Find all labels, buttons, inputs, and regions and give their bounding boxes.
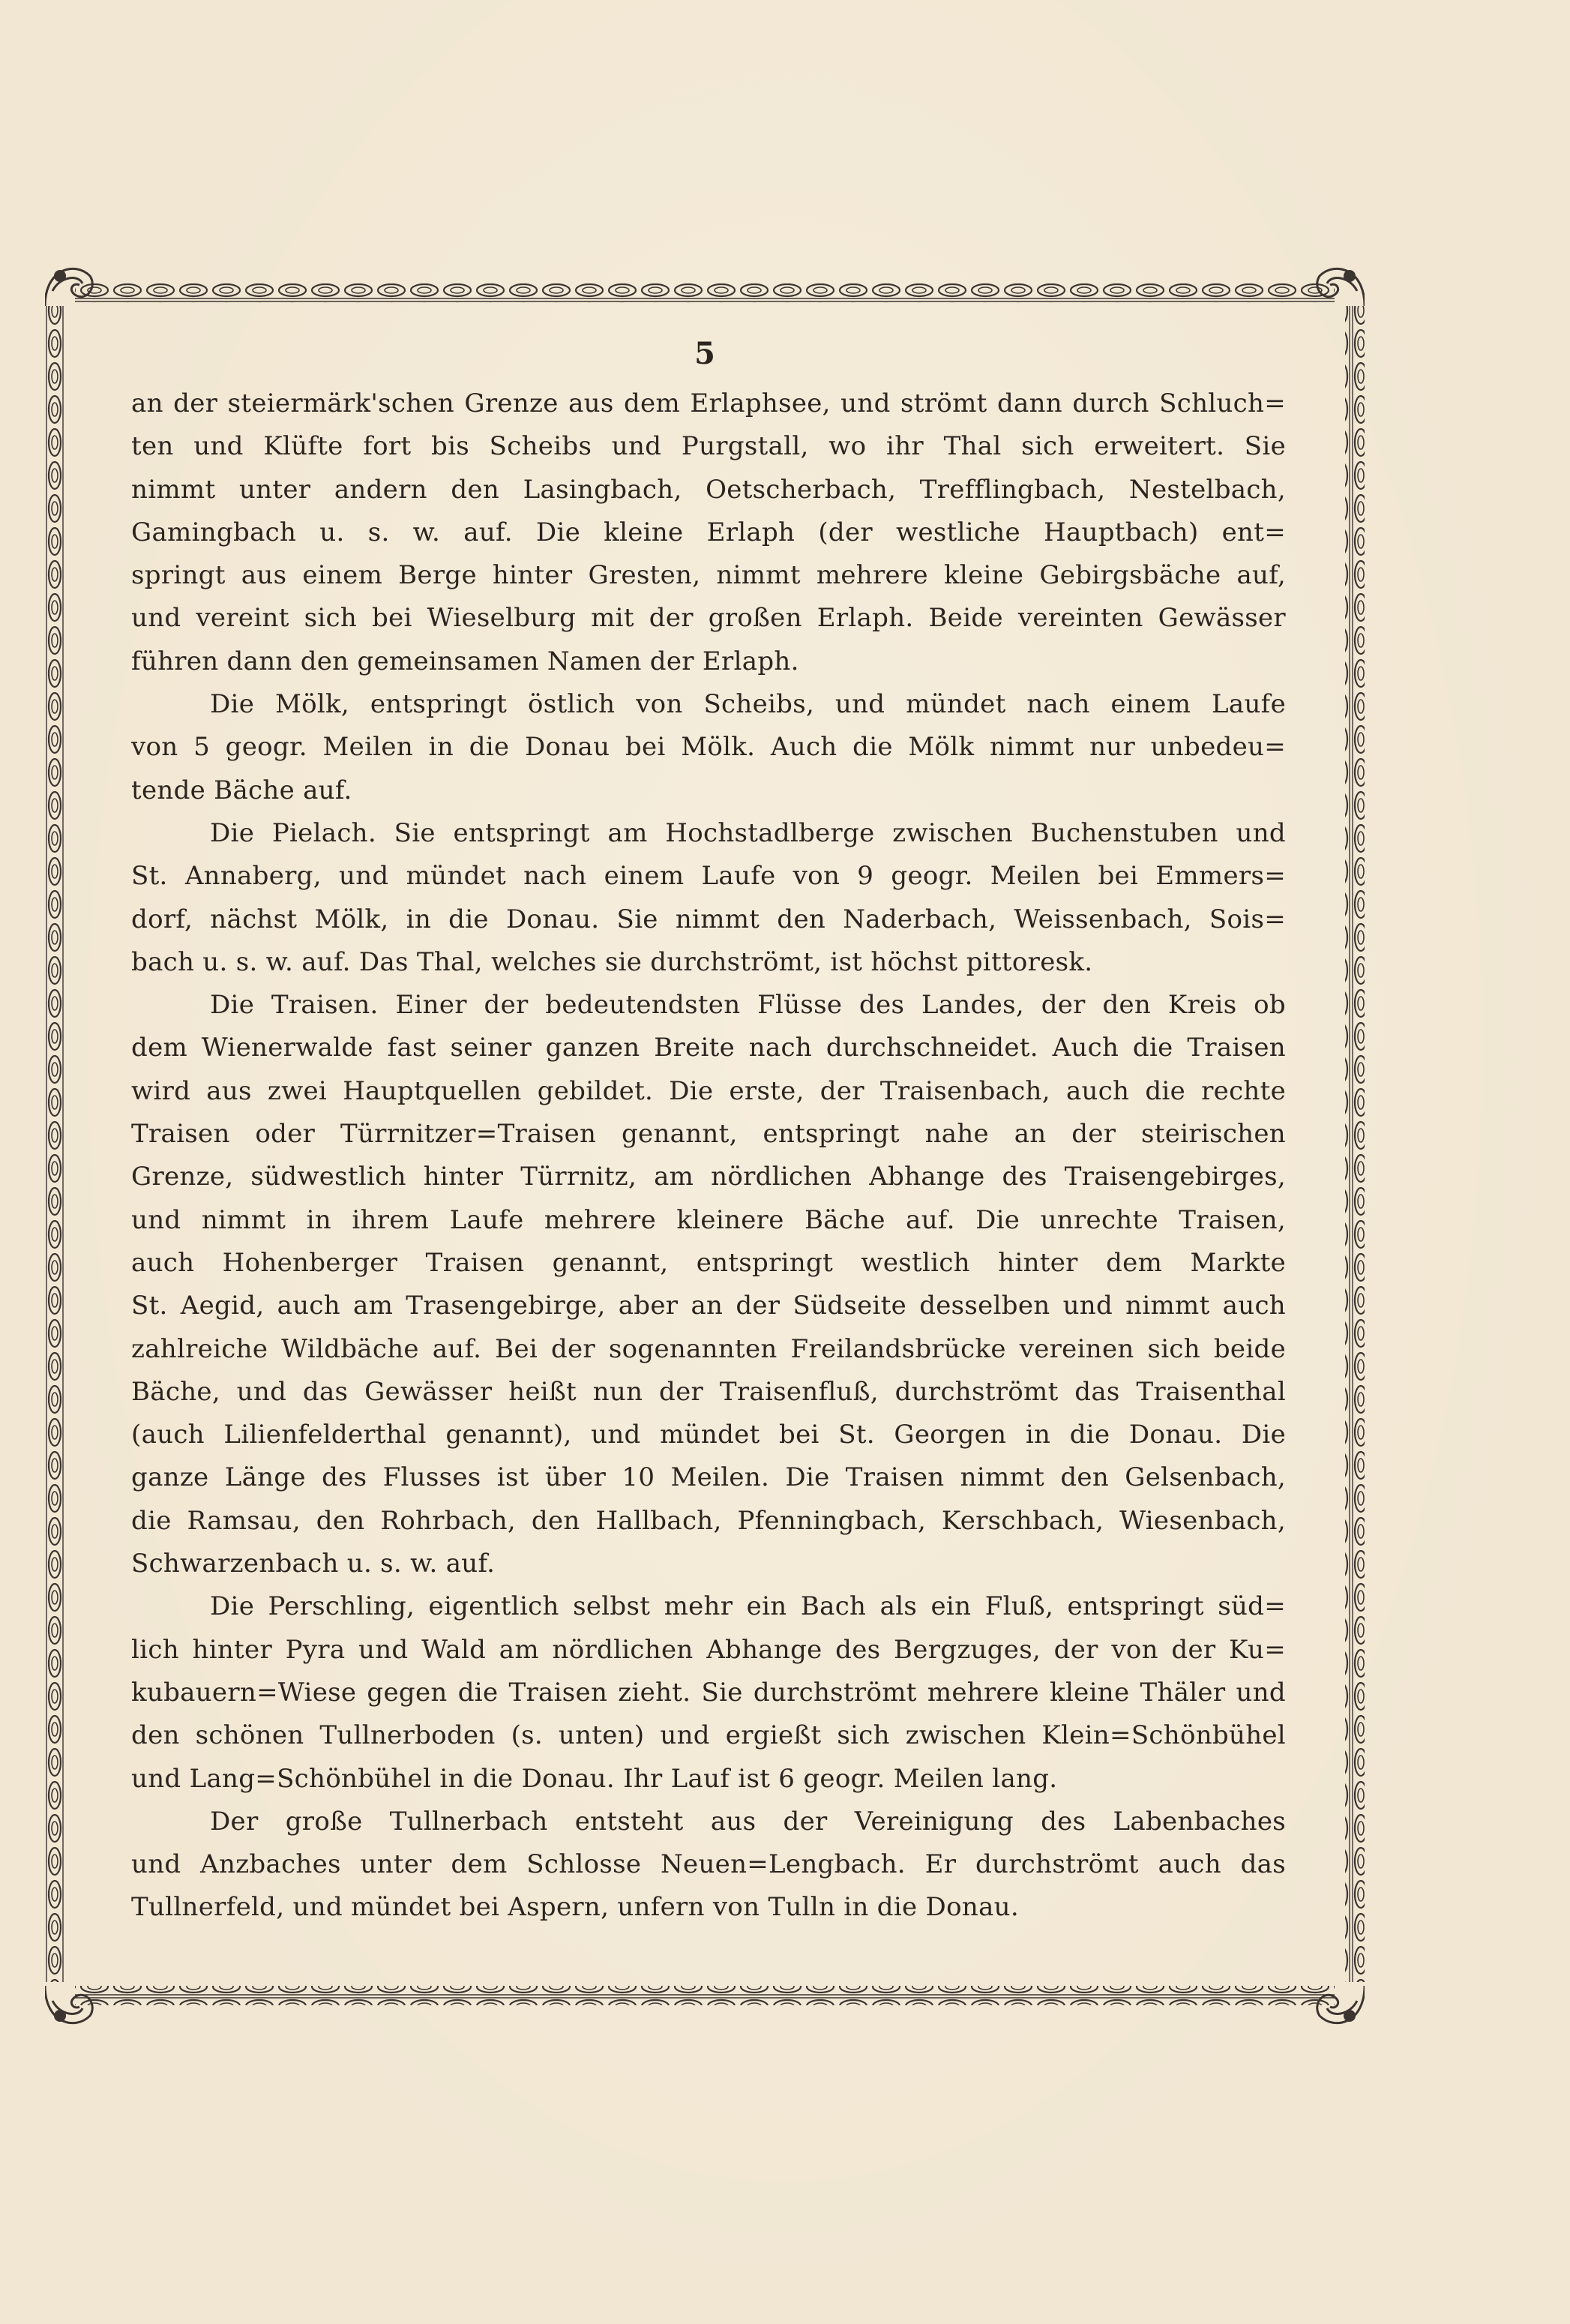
text-line: Traisen oder Türrnitzer=Traisen genannt, entspringt nahe an der steirischen [131, 1119, 1286, 1150]
text-line: wird aus zwei Hauptquellen gebildet. Die erste, der Traisenbach, auch die rechte [131, 1075, 1286, 1106]
text-line: ganze Länge des Flusses ist über 10 Meilen. Die Traisen nimmt den Gelsenbach, [131, 1462, 1286, 1493]
border-left [45, 306, 64, 1982]
text-line: zahlreiche Wildbäche auf. Bei der sogenannten Freilandsbrücke vereinen sich beide [131, 1333, 1286, 1364]
text-line: (auch Lilienfelderthal genannt), und mündet bei St. Georgen in die Donau. Die [131, 1420, 1286, 1450]
text-line: dem Wienerwalde fast seiner ganzen Breite nach durchschneidet. Auch die Traisen [131, 1033, 1286, 1063]
text-line: und vereint sich bei Wieselburg mit der großen Erlaph. Beide vereinten Gewässer [131, 603, 1286, 634]
text-line: Tullnerfeld, und mündet bei Aspern, unfern von Tulln in die Donau. [131, 1892, 1019, 1923]
border-right [1345, 306, 1365, 1982]
text-line: und Lang=Schönbühel in die Donau. Ihr Lauf ist 6 geogr. Meilen lang. [131, 1763, 1058, 1794]
text-line: Grenze, südwestlich hinter Türrnitz, am nördlichen Abhange des Traisengebirges, [131, 1162, 1286, 1192]
text-line: springt aus einem Berge hinter Gresten, nimmt mehrere kleine Gebirgsbäche auf, [131, 560, 1286, 591]
text-line: Die Mölk, entspringt östlich von Scheibs, und mündet nach einem Laufe [210, 689, 1286, 720]
border-top [75, 283, 1335, 303]
border-bottom [75, 1986, 1335, 2005]
text-line: Bäche, und das Gewässer heißt nun der Traisenfluß, durchströmt das Traisenthal [131, 1376, 1286, 1407]
text-line: St. Aegid, auch am Trasengebirge, aber an der Südseite desselben und nimmt auch [131, 1291, 1286, 1321]
text-line: auch Hohenberger Traisen genannt, entspringt westlich hinter dem Markte [131, 1247, 1286, 1278]
text-line: Die Perschling, eigentlich selbst mehr ein Bach als ein Fluß, entspringt süd= [210, 1591, 1286, 1622]
text-line: von 5 geogr. Meilen in die Donau bei Mölk. Auch die Mölk nimmt nur unbedeu= [131, 732, 1286, 763]
text-line: bach u. s. w. auf. Das Thal, welches sie durchströmt, ist höchst pittoresk. [131, 946, 1093, 977]
text-line: und nimmt in ihrem Laufe mehrere kleinere Bäche auf. Die unrechte Traisen, [131, 1204, 1286, 1235]
text-line: Gamingbach u. s. w. auf. Die kleine Erlaph (der westliche Hauptbach) ent= [131, 517, 1286, 547]
text-line: St. Annaberg, und mündet nach einem Laufe von 9 geogr. Meilen bei Emmers= [131, 861, 1286, 892]
text-line: ten und Klüfte fort bis Scheibs und Purgstall, wo ihr Thal sich erweitert. Sie [131, 431, 1286, 462]
text-line: Der große Tullnerbach entsteht aus der Vereinigung des Labenbaches [210, 1806, 1286, 1837]
text-line: den schönen Tullnerboden (s. unten) und ergießt sich zwischen Klein=Schönbühel [131, 1720, 1286, 1751]
text-line: die Ramsau, den Rohrbach, den Hallbach, Pfenningbach, Kerschbach, Wiesenbach, [131, 1505, 1286, 1536]
text-line: kubauern=Wiese gegen die Traisen zieht. Sie durchströmt mehrere kleine Thäler und [131, 1677, 1286, 1708]
text-line: und Anzbaches unter dem Schlosse Neuen=Lengbach. Er durchströmt auch das [131, 1849, 1286, 1880]
page-number: 5 [694, 336, 715, 371]
text-line: lich hinter Pyra und Wald am nördlichen Abhange des Bergzuges, der von der Ku= [131, 1634, 1286, 1665]
text-line: Schwarzenbach u. s. w. auf. [131, 1549, 496, 1579]
text-line: führen dann den gemeinsamen Namen der Erlaph. [131, 646, 799, 676]
text-line: Die Traisen. Einer der bedeutendsten Flüsse des Landes, der den Kreis ob [210, 990, 1286, 1021]
body-text [131, 382, 1286, 1930]
text-line: dorf, nächst Mölk, in die Donau. Sie nimmt den Naderbach, Weissenbach, Sois= [131, 904, 1286, 934]
text-line: Die Pielach. Sie entspringt am Hochstadlberge zwischen Buchenstuben und [210, 817, 1286, 848]
text-line: tende Bäche auf. [131, 775, 352, 805]
text-line: an der steiermärk'schen Grenze aus dem Erlaphsee, und strömt dann durch Schluch= [131, 388, 1286, 418]
text-line: nimmt unter andern den Lasingbach, Oetscherbach, Trefflingbach, Nestelbach, [131, 474, 1286, 505]
